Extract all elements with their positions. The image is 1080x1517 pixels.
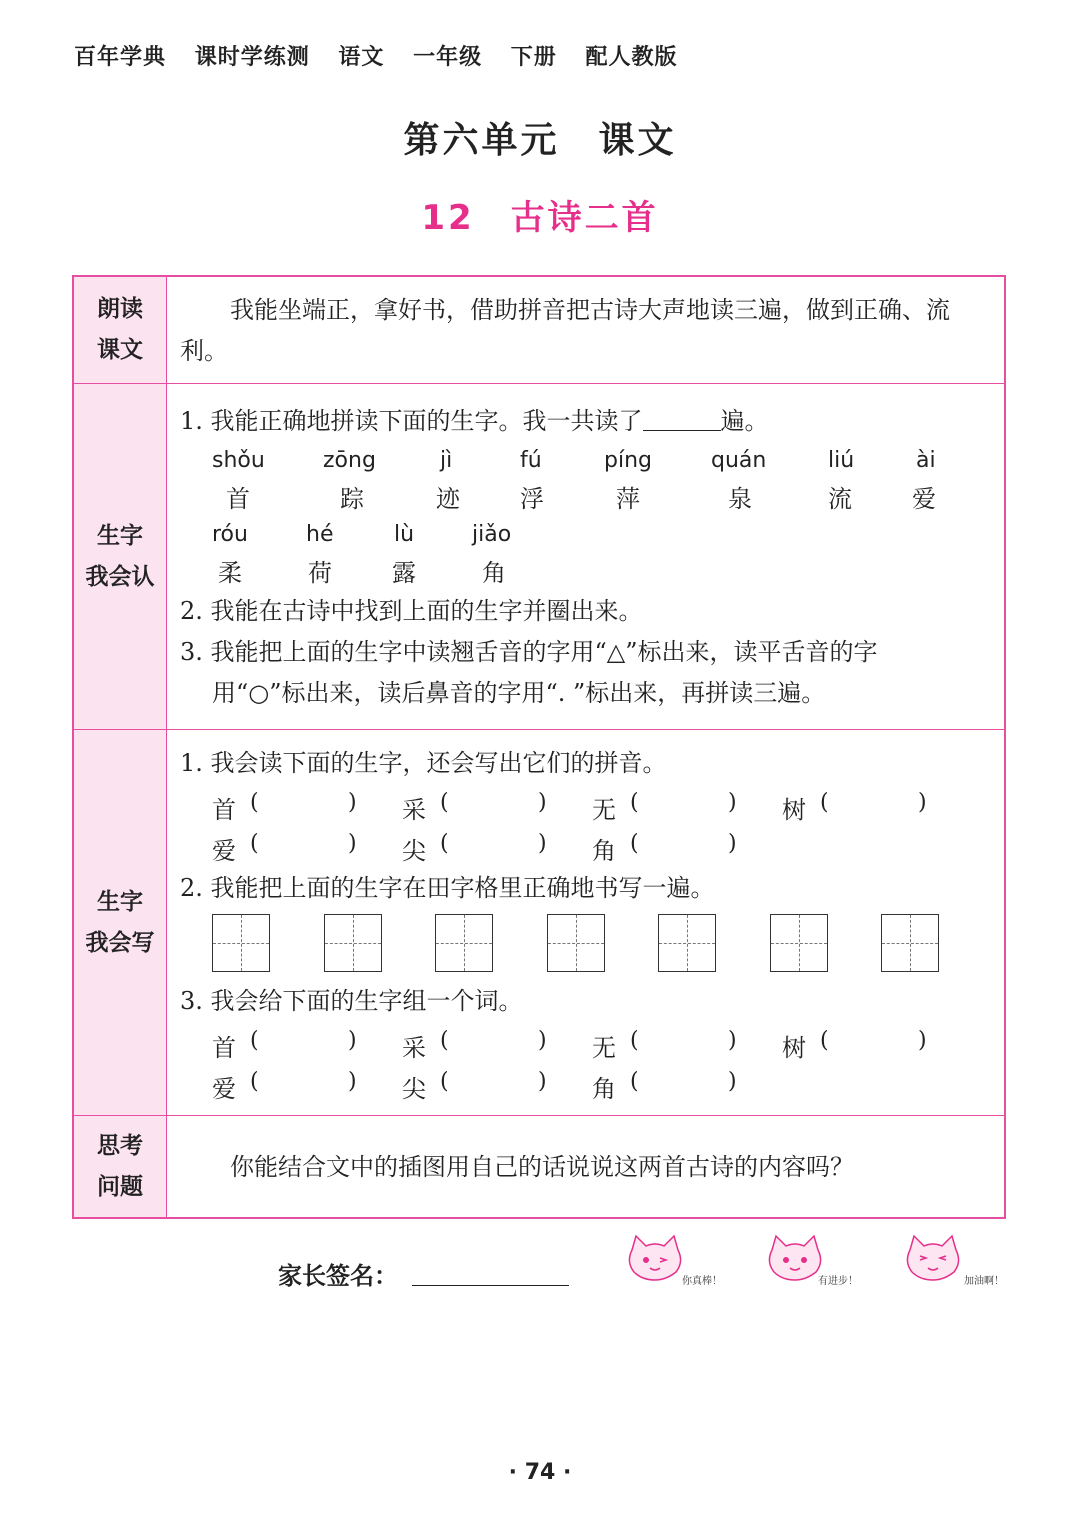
hanzi: 角: [482, 559, 506, 587]
paren-close: ): [728, 831, 737, 856]
header-item: 课时学练测: [194, 45, 310, 70]
sticker-cat-icon: [898, 1232, 1008, 1292]
header-item: 一年级: [413, 45, 483, 70]
row-read: [74, 277, 1004, 384]
hanzi: 踪: [340, 485, 364, 513]
write-char: 树: [782, 796, 806, 824]
label-line: 生字: [97, 888, 143, 915]
row-content: [168, 384, 1004, 729]
write-char: 采: [402, 796, 426, 824]
word-blank[interactable]: (: [630, 1069, 639, 1094]
pinyin: quán: [711, 448, 767, 473]
pinyin: shǒu: [212, 448, 265, 473]
label-line: 课文: [97, 337, 143, 363]
pinyin: fú: [520, 448, 542, 473]
label-line: 思考: [97, 1132, 143, 1159]
word-blank[interactable]: (: [250, 1028, 259, 1053]
cat-face-icon: [620, 1232, 690, 1284]
header-item: 语文: [338, 45, 385, 70]
word-blank[interactable]: (: [440, 1028, 449, 1053]
tianzige-cell[interactable]: [770, 914, 828, 972]
row-label: [74, 277, 167, 383]
row-label: [74, 730, 167, 1115]
q1-text: 1. 我能正确地拼读下面的生字。我一共读了: [180, 407, 643, 435]
word-blank[interactable]: (: [250, 1069, 259, 1094]
q1-text-end: 遍。: [720, 407, 769, 435]
pinyin: lù: [394, 522, 415, 547]
pinyin-blank[interactable]: (: [250, 831, 259, 856]
think-question: 你能结合文中的插图用自己的话说说这两首古诗的内容吗？: [230, 1153, 854, 1181]
paren-close: ): [918, 790, 927, 815]
paren-close: ): [538, 790, 547, 815]
pinyin: liú: [828, 448, 855, 473]
sticker-caption: 加油啊！: [964, 1276, 1004, 1287]
write-char: 首: [212, 796, 236, 824]
exercise-table: [72, 275, 1006, 1219]
word-blank[interactable]: (: [820, 1028, 829, 1053]
hanzi: 首: [226, 485, 250, 513]
lesson-name: 古诗二首: [510, 198, 659, 238]
book-header: [74, 40, 697, 71]
sticker-cat-icon: [620, 1232, 730, 1292]
recognize-q2: 2. 我能在古诗中找到上面的生字并圈出来。: [180, 597, 643, 625]
sticker-cat-icon: [760, 1232, 870, 1292]
sticker-caption: 你真棒！: [682, 1276, 722, 1287]
hanzi: 露: [392, 559, 416, 587]
word-char: 尖: [402, 1075, 426, 1103]
paren-close: ): [538, 1069, 547, 1094]
write-char: 角: [592, 837, 616, 865]
tianzige-cell[interactable]: [547, 914, 605, 972]
pinyin-blank[interactable]: (: [440, 790, 449, 815]
word-char: 角: [592, 1075, 616, 1103]
pinyin-blank[interactable]: (: [820, 790, 829, 815]
row-recognize: [74, 384, 1004, 730]
hanzi: 泉: [728, 485, 752, 513]
paren-close: ): [348, 1069, 357, 1094]
hanzi: 爱: [912, 485, 936, 513]
row-think: [74, 1116, 1004, 1217]
tianzige-cell[interactable]: [435, 914, 493, 972]
pinyin: píng: [604, 448, 652, 473]
word-char: 首: [212, 1034, 236, 1062]
label-line: 朗读: [97, 296, 143, 322]
row-write: [74, 730, 1004, 1116]
header-item: 下册: [510, 45, 557, 70]
hanzi: 萍: [616, 485, 640, 513]
word-char: 无: [592, 1034, 616, 1062]
pinyin: jiǎo: [472, 522, 512, 547]
pinyin: róu: [212, 522, 248, 547]
word-char: 树: [782, 1034, 806, 1062]
paren-close: ): [728, 1028, 737, 1053]
pinyin: jì: [440, 448, 453, 473]
paren-close: ): [728, 790, 737, 815]
sticker-caption: 有进步！: [818, 1276, 858, 1287]
header-item: 百年学典: [74, 45, 167, 70]
paren-close: ): [348, 831, 357, 856]
hanzi: 浮: [520, 485, 544, 513]
header-item: 配人教版: [585, 45, 678, 70]
pinyin-blank[interactable]: (: [250, 790, 259, 815]
write-char: 尖: [402, 837, 426, 865]
row-content: [168, 1116, 1004, 1217]
write-char: 爱: [212, 837, 236, 865]
tianzige-cell[interactable]: [658, 914, 716, 972]
pinyin-blank[interactable]: (: [630, 831, 639, 856]
unit-title: 第六单元 课文: [403, 120, 677, 161]
parent-sign-label: 家长签名：: [278, 1262, 398, 1290]
row-label: [74, 384, 167, 729]
paren-close: ): [538, 1028, 547, 1053]
tianzige-cell[interactable]: [881, 914, 939, 972]
pinyin: hé: [306, 522, 334, 547]
word-char: 爱: [212, 1075, 236, 1103]
pinyin: ài: [916, 448, 936, 473]
cat-face-icon: [898, 1232, 968, 1284]
label-line: 我会认: [85, 563, 155, 590]
recognize-q1: [180, 406, 769, 436]
paren-close: ): [348, 790, 357, 815]
paren-close: ): [538, 831, 547, 856]
label-line: 我会写: [85, 929, 155, 956]
word-char: 采: [402, 1034, 426, 1062]
hanzi: 流: [828, 485, 852, 513]
page-number: · 74 ·: [508, 1460, 572, 1485]
lesson-title: [0, 190, 1080, 239]
row-content: [168, 730, 1004, 1115]
paren-close: ): [918, 1028, 927, 1053]
row-content: [168, 277, 1004, 383]
paren-close: ): [728, 1069, 737, 1094]
recognize-q3-line1: 3. 我能把上面的生字中读翘舌音的字用“△”标出来，读平舌音的字: [180, 638, 878, 666]
parent-sign-line[interactable]: [412, 1285, 569, 1286]
write-char: 无: [592, 796, 616, 824]
hanzi: 迹: [436, 485, 460, 513]
pinyin-blank[interactable]: (: [630, 790, 639, 815]
write-q3: 3. 我会给下面的生字组一个词。: [180, 987, 523, 1015]
recognize-q3-line2: 用“○”标出来，读后鼻音的字用“. ”标出来，再拼读三遍。: [212, 679, 826, 707]
pinyin: zōng: [323, 448, 376, 473]
hanzi: 柔: [218, 559, 242, 587]
pinyin-blank[interactable]: (: [440, 831, 449, 856]
write-q2: 2. 我能把上面的生字在田字格里正确地书写一遍。: [180, 874, 715, 902]
label-line: 问题: [97, 1173, 143, 1200]
tianzige-cell[interactable]: [212, 914, 270, 972]
label-line: 生字: [97, 522, 143, 549]
lesson-number: 12: [421, 198, 475, 238]
word-blank[interactable]: (: [440, 1069, 449, 1094]
row-label: [74, 1116, 167, 1217]
word-blank[interactable]: (: [630, 1028, 639, 1053]
hanzi: 荷: [308, 559, 332, 587]
read-text: 我能坐端正，拿好书，借助拼音把古诗大声地读三遍，做到正确、流利。: [180, 296, 950, 365]
write-q1: 1. 我会读下面的生字，还会写出它们的拼音。: [180, 749, 667, 777]
count-blank[interactable]: [643, 430, 721, 431]
tianzige-cell[interactable]: [324, 914, 382, 972]
paren-close: ): [348, 1028, 357, 1053]
